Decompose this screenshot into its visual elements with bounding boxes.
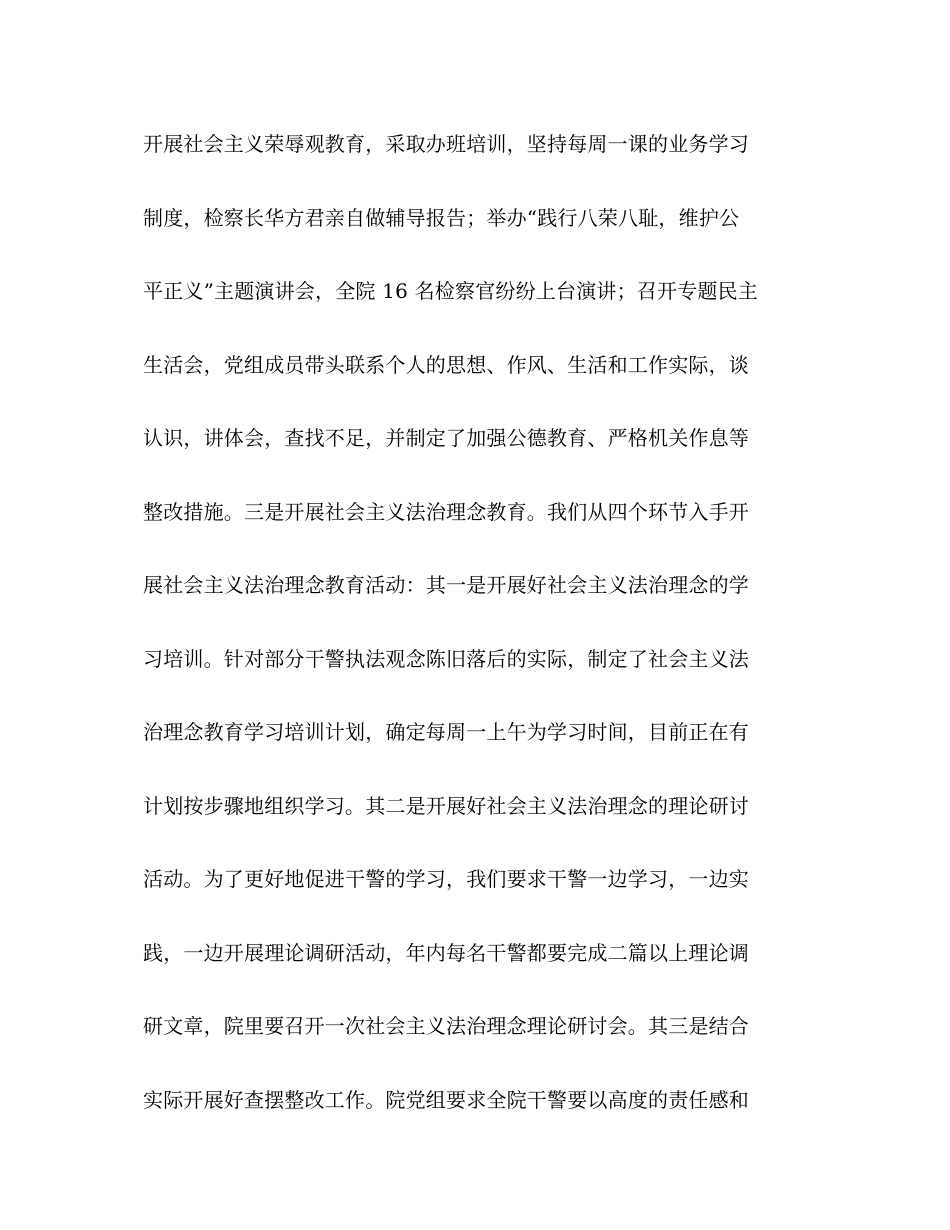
text-line: 习培训。针对部分干警执法观念陈旧落后的实际，制定了社会主义法: [143, 646, 749, 671]
body-paragraph: [143, 121, 813, 1150]
text-line: 认识，讲体会，查找不足，并制定了加强公德教育、严格机关作息等: [143, 426, 749, 450]
text-line: 开展社会主义荣辱观教育，采取办班培训，坚持每周一课的业务学习: [143, 132, 749, 156]
text-line: 实际开展好查摆整改工作。院党组要求全院干警要以高度的责任感和: [143, 1087, 749, 1112]
text-line: 治理念教育学习培训计划，确定每周一上午为学习时间，目前正在有: [143, 720, 749, 744]
text-line: 展社会主义法治理念教育活动：其一是开展好社会主义法治理念的学: [143, 573, 749, 597]
text-line: 整改措施。三是开展社会主义法治理念教育。我们从四个环节入手开: [143, 499, 749, 524]
text-line: 计划按步骤地组织学习。其二是开展好社会主义法治理念的理论研讨: [143, 793, 749, 818]
text-line: 践，一边开展理论调研活动，年内每名干警都要完成二篇以上理论调: [143, 940, 749, 965]
text-line: 制度，检察长华方君亲自做辅导报告；举办“践行八荣八耻，维护公: [143, 205, 740, 230]
text-line: 平正义”主题演讲会，全院 16 名检察官纷纷上台演讲；召开专题民主: [143, 279, 758, 303]
text-line: 生活会，党组成员带头联系个人的思想、作风、生活和工作实际，谈: [143, 352, 749, 377]
text-line: 活动。为了更好地促进干警的学习，我们要求干警一边学习，一边实: [143, 867, 749, 891]
text-line: 研文章，院里要召开一次社会主义法治理念理论研讨会。其三是结合: [143, 1014, 749, 1038]
